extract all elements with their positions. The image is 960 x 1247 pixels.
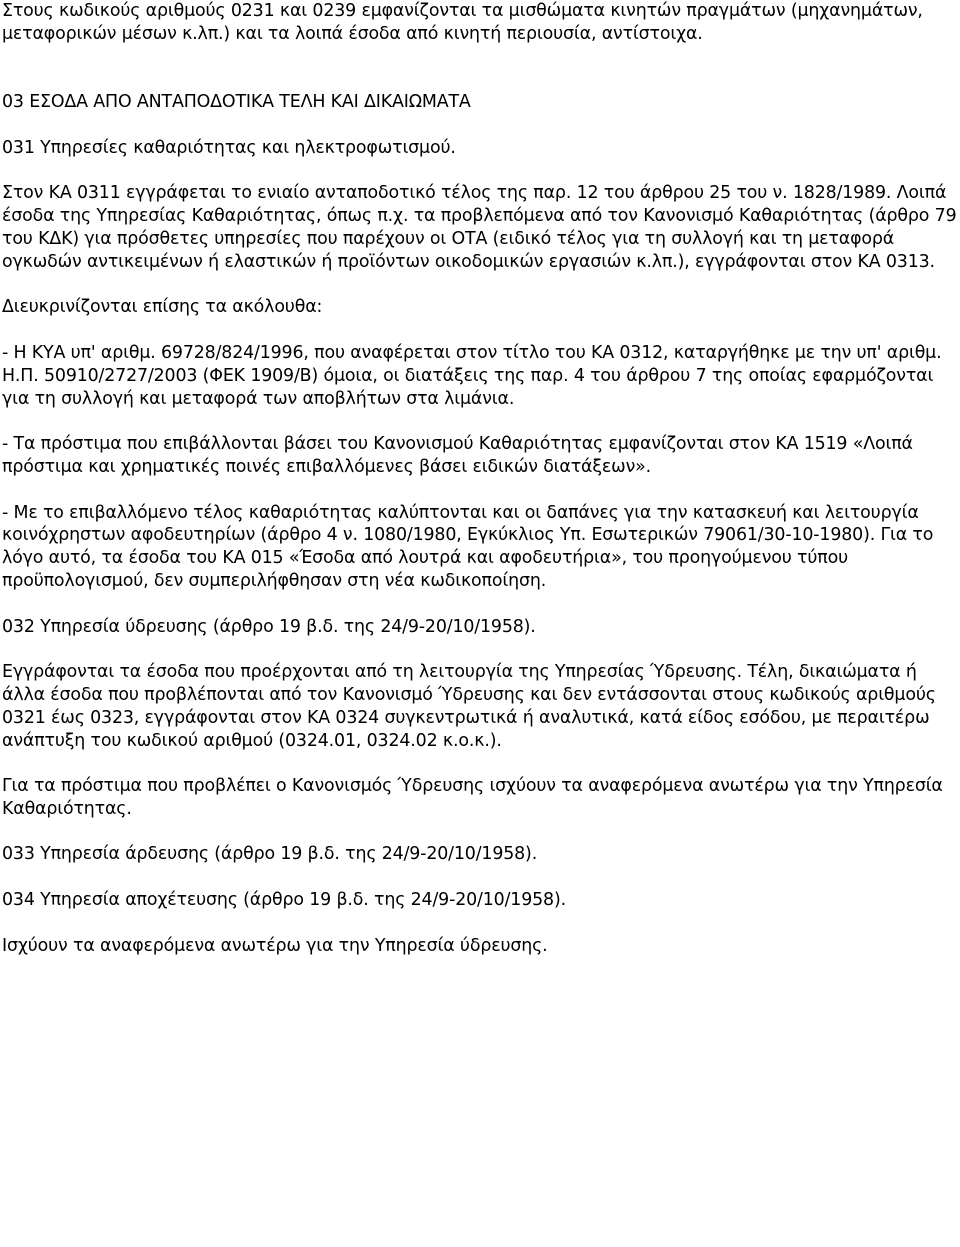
section-heading-03: 03 ΕΣΟΔΑ ΑΠΟ ΑΝΤΑΠΟΔΟΤΙΚΑ ΤΕΛΗ ΚΑΙ ΔΙΚΑΙΩΜΑΤΑ	[2, 92, 471, 113]
document-body	[2, 0, 958, 980]
paragraph-water-revenue: Εγγράφονται τα έσοδα που προέρχονται από τη λειτουργία της Υπηρεσίας Ύδρευσης. Τέλη, δικαιώματα ή άλλα έσοδα που προβλέπονται από τον Κανονισμό Ύδρευσης και δεν εντάσσονται στους κωδικούς αριθμούς 0321 έως 0323, εγγράφονται στον ΚΑ 0324 συγκεντρωτικά ή αναλυτικά, κατά είδος εσόδου, με περαιτέρω ανάπτυξη του κωδικού αριθμού (0324.01, 0324.02 κ.ο.κ.).	[2, 662, 936, 751]
paragraph-water-fines: Για τα πρόστιμα που προβλέπει ο Κανονισμός Ύδρευσης ισχύουν τα αναφερόμενα ανωτέρω για την Υπηρεσία Καθαριότητας.	[2, 776, 943, 819]
bullet-fines: - Τα πρόστιμα που επιβάλλονται βάσει του Κανονισμού Καθαριότητας εμφανίζονται στον ΚΑ 1519 «Λοιπά πρόστιμα και χρηματικές ποινές επιβαλλόμενες βάσει ειδικών διατάξεων».	[2, 434, 913, 477]
paragraph-sewage-applies: Ισχύουν τα αναφερόμενα ανωτέρω για την Υπηρεσία ύδρευσης.	[2, 935, 548, 956]
subsection-heading-033: 033 Υπηρεσία άρδευσης (άρθρο 19 β.δ. της 24/9-20/10/1958).	[2, 844, 538, 865]
spacer	[2, 68, 958, 91]
subsection-heading-031: 031 Υπηρεσίες καθαριότητας και ηλεκτροφωτισμού.	[2, 137, 456, 158]
subsection-heading-032: 032 Υπηρεσία ύδρευσης (άρθρο 19 β.δ. της 24/9-20/10/1958).	[2, 616, 536, 637]
subsection-heading-034: 034 Υπηρεσία αποχέτευσης (άρθρο 19 β.δ. της 24/9-20/10/1958).	[2, 890, 566, 911]
bullet-kya: - Η ΚΥΑ υπ' αριθμ. 69728/824/1996, που αναφέρεται στον τίτλο του ΚΑ 0312, καταργήθηκε με την υπ' αριθμ. Η.Π. 50910/2727/2003 (ΦΕΚ 1909/Β) όμοια, οι διατάξεις της παρ. 4 του άρθρου 7 της οποίας εφαρμόζονται για τη συλλογή και μεταφορά των αποβλήτων στα λιμάνια.	[2, 342, 942, 409]
bullet-cleaning-fee: - Με το επιβαλλόμενο τέλος καθαριότητας καλύπτονται και οι δαπάνες για την κατασκευή και λειτουργία κοινόχρηστων αφοδευτηρίων (άρθρο 4 ν. 1080/1980, Εγκύκλιος Υπ. Εσωτερικών 79061/30-10-1980). Για το λόγο αυτό, τα έσοδα του ΚΑ 015 «Έσοδα από λουτρά και αφοδευτήρια», του προηγούμενου τύπου προϋπολογισμού, δεν συμπεριλήφθησαν στη νέα κωδικοποίηση.	[2, 502, 934, 591]
paragraph-ka-0311: Στον ΚΑ 0311 εγγράφεται το ενιαίο ανταποδοτικό τέλος της παρ. 12 του άρθρου 25 του ν. 1828/1989. Λοιπά έσοδα της Υπηρεσίας Καθαριότητας, όπως π.χ. τα προβλεπόμενα από τον Κανονισμό Καθαριότητας (άρθρο 79 του ΚΔΚ) για πρόσθετες υπηρεσίες που παρέχουν οι ΟΤΑ (ειδικό τέλος για τη συλλογή και τη μεταφορά ογκωδών αντικειμένων ή ελαστικών ή προϊόντων οικοδομικών εργασιών κ.λπ.), εγγράφονται στον ΚΑ 0313.	[2, 183, 957, 272]
paragraph-rentals: Στους κωδικούς αριθμούς 0231 και 0239 εμφανίζονται τα μισθώματα κινητών πραγμάτων (μηχανημάτων, μεταφορικών μέσων κ.λπ.) και τα λοιπά έσοδα από κινητή περιουσία, αντίστοιχα.	[2, 1, 923, 44]
paragraph-clarifications-intro: Διευκρινίζονται επίσης τα ακόλουθα:	[2, 297, 323, 318]
